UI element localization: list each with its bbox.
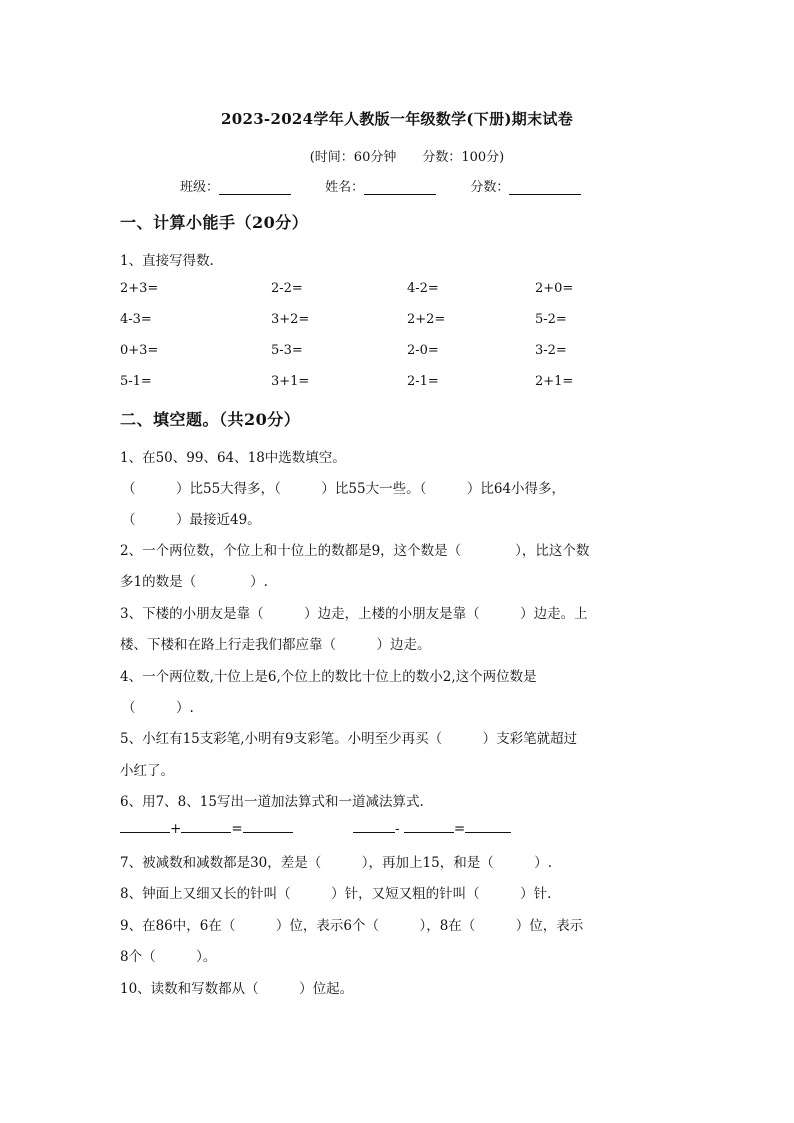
class-label: 班级： — [180, 180, 220, 195]
calc-item: 4-2= — [407, 281, 439, 296]
calc-item: 2+3= — [120, 281, 159, 296]
calc-item: 5-2= — [535, 312, 567, 327]
question-line: （ ）比55大得多，（ ）比55大一些。（ ）比64小得多， — [122, 481, 566, 497]
calc-item: 2+2= — [407, 312, 446, 327]
equals-sign: = — [231, 821, 243, 837]
calc-item: 2+0= — [535, 281, 574, 296]
calc-item: 5-3= — [271, 343, 303, 358]
calc-item: 2-1= — [407, 374, 439, 389]
class-field — [180, 176, 291, 195]
class-blank[interactable] — [219, 180, 291, 195]
q6-subtraction — [353, 820, 553, 837]
score-label: 分数： — [470, 180, 510, 195]
answer-blank[interactable] — [120, 820, 170, 833]
question-line: 多1的数是（ ）. — [120, 574, 268, 590]
section-2-heading: 二、填空题。（共20分） — [120, 410, 301, 429]
plus-sign: + — [170, 821, 182, 837]
calc-item: 4-3= — [120, 312, 152, 327]
question-line: 4、一个两位数,十位上是6,个位上的数比十位上的数小2,这个两位数是 — [120, 669, 537, 685]
answer-blank[interactable] — [465, 820, 511, 833]
question-line: 9、在86中，6在（ ）位，表示6个（ ），8在（ ）位，表示 — [120, 918, 584, 934]
question-line: 5、小红有15支彩笔,小明有9支彩笔。小明至少再买（ ）支彩笔就超过 — [120, 731, 578, 747]
calc-item: 2-0= — [407, 343, 439, 358]
question-line: 3、下楼的小朋友是靠（ ）边走，上楼的小朋友是靠（ ）边走。上 — [120, 606, 588, 622]
exam-time: (时间：60分钟 — [309, 150, 397, 165]
name-field — [325, 176, 436, 195]
score-blank[interactable] — [509, 180, 581, 195]
student-info-row — [180, 176, 611, 195]
equals-sign: = — [453, 821, 466, 837]
answer-blank[interactable] — [404, 820, 454, 833]
name-blank[interactable] — [364, 180, 436, 195]
answer-blank[interactable] — [353, 820, 395, 833]
section-1-heading: 一、计算小能手（20分） — [120, 213, 309, 232]
calc-item: 0+3= — [120, 343, 159, 358]
minus-sign: - — [395, 821, 400, 837]
question-line: 10、读数和写数都从（ ）位起。 — [120, 981, 354, 997]
question-line: 8个（ ）。 — [120, 949, 217, 965]
question-line: （ ）. — [122, 700, 194, 716]
name-label: 姓名： — [325, 180, 365, 195]
question-line: 6、用7、8、15写出一道加法算式和一道减法算式. — [120, 794, 424, 810]
exam-title: 2023-2024学年人教版一年级数学(下册)期末试卷 — [220, 110, 574, 128]
question-line: 1、在50、99、64、18中选数填空。 — [120, 450, 346, 466]
calc-item: 3+2= — [271, 312, 310, 327]
question-line: 小红了。 — [120, 763, 174, 779]
question-line: 7、被减数和减数都是30，差是（ ），再加上15，和是（ ）. — [120, 855, 552, 871]
calc-item: 3+1= — [271, 374, 310, 389]
question-line: 楼、下楼和在路上行走我们都应靠（ ）边走。 — [120, 637, 431, 653]
exam-subtitle — [0, 146, 794, 165]
question-line: 2、一个两位数，个位上和十位上的数都是9，这个数是（ ），比这个数 — [120, 543, 590, 559]
answer-blank[interactable] — [181, 820, 231, 833]
answer-blank[interactable] — [243, 820, 293, 833]
calc-item: 3-2= — [535, 343, 567, 358]
section-1-instruction: 1、直接写得数. — [120, 253, 214, 269]
calc-item: 2-2= — [271, 281, 303, 296]
calc-item: 2+1= — [535, 374, 574, 389]
question-line: 8、钟面上又细又长的针叫（ ）针，又短又粗的针叫（ ）针. — [120, 886, 552, 902]
question-line: （ ）最接近49。 — [122, 512, 261, 528]
score-field — [470, 176, 581, 195]
exam-total-score: 分数：100分) — [422, 150, 505, 165]
calc-item: 5-1= — [120, 374, 152, 389]
